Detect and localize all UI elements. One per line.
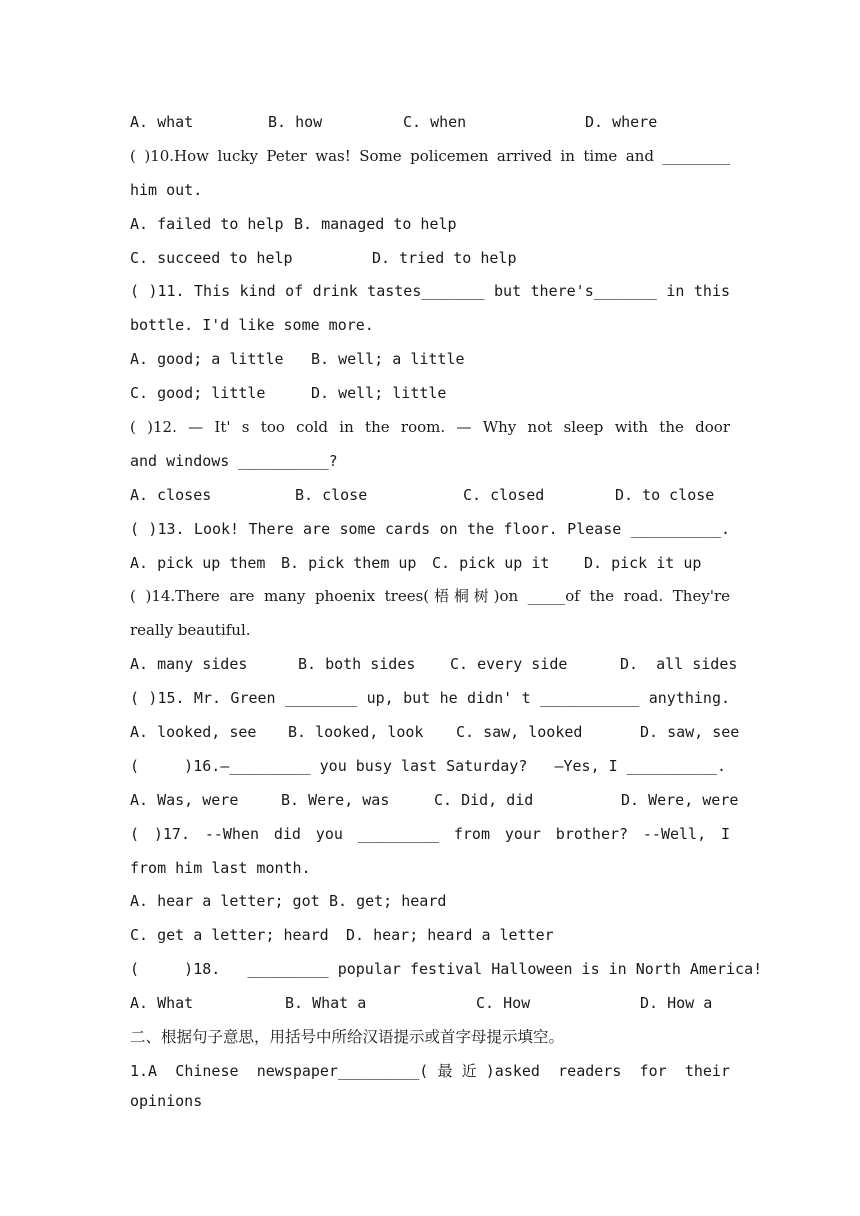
section-2-item-1: 1.A Chinese newspaper_________(最近)asked readers for their opinions	[130, 1061, 730, 1110]
q10-options-row-2	[130, 243, 730, 277]
q14-option-b: B. both sides	[298, 655, 416, 674]
q13-options-row	[130, 548, 730, 582]
q12-question-cont: and windows __________?	[130, 451, 338, 470]
q17-option-c: C. get a letter; heard	[130, 926, 329, 945]
q11-options-row-2	[130, 378, 730, 412]
q15-option-c: C. saw, looked	[456, 723, 583, 742]
q11-options-row-1	[130, 344, 730, 378]
q12-option-d: D. to close	[615, 485, 715, 504]
q10-option-b: B. managed to help	[294, 214, 457, 233]
q17-option-b: B. get; heard	[329, 892, 447, 911]
q10-question: ( )10.How lucky Peter was! Some policemen arrived in time and _________	[130, 146, 730, 165]
q13-option-b: B. pick them up	[281, 553, 417, 572]
q14-option-c: C. every side	[450, 655, 568, 674]
q16-option-a: A. Was, were	[130, 790, 239, 809]
q13-option-d: D. pick it up	[584, 553, 702, 572]
q17-question-cont: from him last month.	[130, 858, 311, 877]
q11-option-c: C. good; little	[130, 384, 266, 403]
q14-option-d: D. all sides	[620, 655, 738, 674]
q13-option-c: C. pick up it	[432, 553, 550, 572]
q18-option-a: A. What	[130, 994, 194, 1013]
q11-option-a: A. good; a little	[130, 350, 284, 369]
q12-option-a: A. closes	[130, 485, 212, 504]
q9-option-a: A. what	[130, 113, 194, 131]
q11-option-d: D. well; little	[311, 384, 447, 403]
q16-question: ( )16.—_________ you busy last Saturday? —Yes, I __________.	[130, 756, 727, 775]
q11-question-cont: bottle. I'd like some more.	[130, 316, 374, 335]
q18-options-row	[130, 988, 730, 1022]
q15-options-row	[130, 717, 740, 751]
q16-option-b: B. Were, was	[281, 790, 390, 809]
q9-option-b: B. how	[268, 113, 323, 131]
q12-question: ( )12. — It' s too cold in the room. — Why not sleep with the door	[130, 418, 730, 437]
q18-option-b: B. What a	[285, 994, 367, 1013]
q14-options-row	[130, 649, 738, 683]
q16-option-c: C. Did, did	[434, 790, 534, 809]
q14-question-cont: really beautiful.	[130, 621, 251, 640]
q13-question: ( )13. Look! There are some cards on the floor. Please __________.	[130, 519, 730, 538]
q10-options-row-1	[130, 209, 730, 243]
q15-question: ( )15. Mr. Green ________ up, but he didn' t ___________ anything.	[130, 689, 730, 708]
q17-options-row-2	[130, 920, 730, 954]
worksheet-page	[130, 107, 763, 1110]
q14-option-a: A. many sides	[130, 655, 248, 674]
q17-option-d: D. hear; heard a letter	[346, 926, 554, 945]
section-2-heading: 二、根据句子意思，用括号中所给汉语提示或首字母提示填空。	[130, 1028, 565, 1047]
q11-option-b: B. well; a little	[311, 350, 465, 369]
q15-option-d: D. saw, see	[640, 723, 740, 742]
q10-option-d: D. tried to help	[372, 248, 517, 267]
q16-options-row	[130, 785, 739, 819]
q14-question: ( )14.There are many phoenix trees(梧桐树)on _____of the road. They're	[130, 587, 730, 606]
q17-options-row-1	[130, 886, 730, 920]
q12-option-b: B. close	[295, 485, 368, 504]
q15-option-b: B. looked, look	[288, 723, 424, 742]
q13-option-a: A. pick up them	[130, 553, 266, 572]
q12-option-c: C. closed	[463, 485, 545, 504]
q9-option-c: C. when	[403, 113, 467, 131]
q11-question: ( )11. This kind of drink tastes_______ but there's_______ in this	[130, 282, 730, 301]
q10-option-a: A. failed to help	[130, 214, 284, 233]
q12-options-row	[130, 480, 730, 514]
q9-option-d: D. where	[585, 113, 658, 131]
q18-option-c: C. How	[476, 994, 531, 1013]
q10-question-cont: him out.	[130, 180, 203, 199]
q17-question: ( )17. --When did you _________ from your brother? --Well, I	[130, 824, 730, 843]
q10-option-c: C. succeed to help	[130, 248, 293, 267]
q9-options-row	[130, 107, 730, 141]
q16-option-d: D. Were, were	[621, 790, 739, 809]
q15-option-a: A. looked, see	[130, 723, 257, 742]
q18-option-d: D. How a	[640, 994, 713, 1013]
q17-option-a: A. hear a letter; got	[130, 892, 320, 911]
q18-question: ( )18. _________ popular festival Halloween is in North America!	[130, 960, 763, 979]
